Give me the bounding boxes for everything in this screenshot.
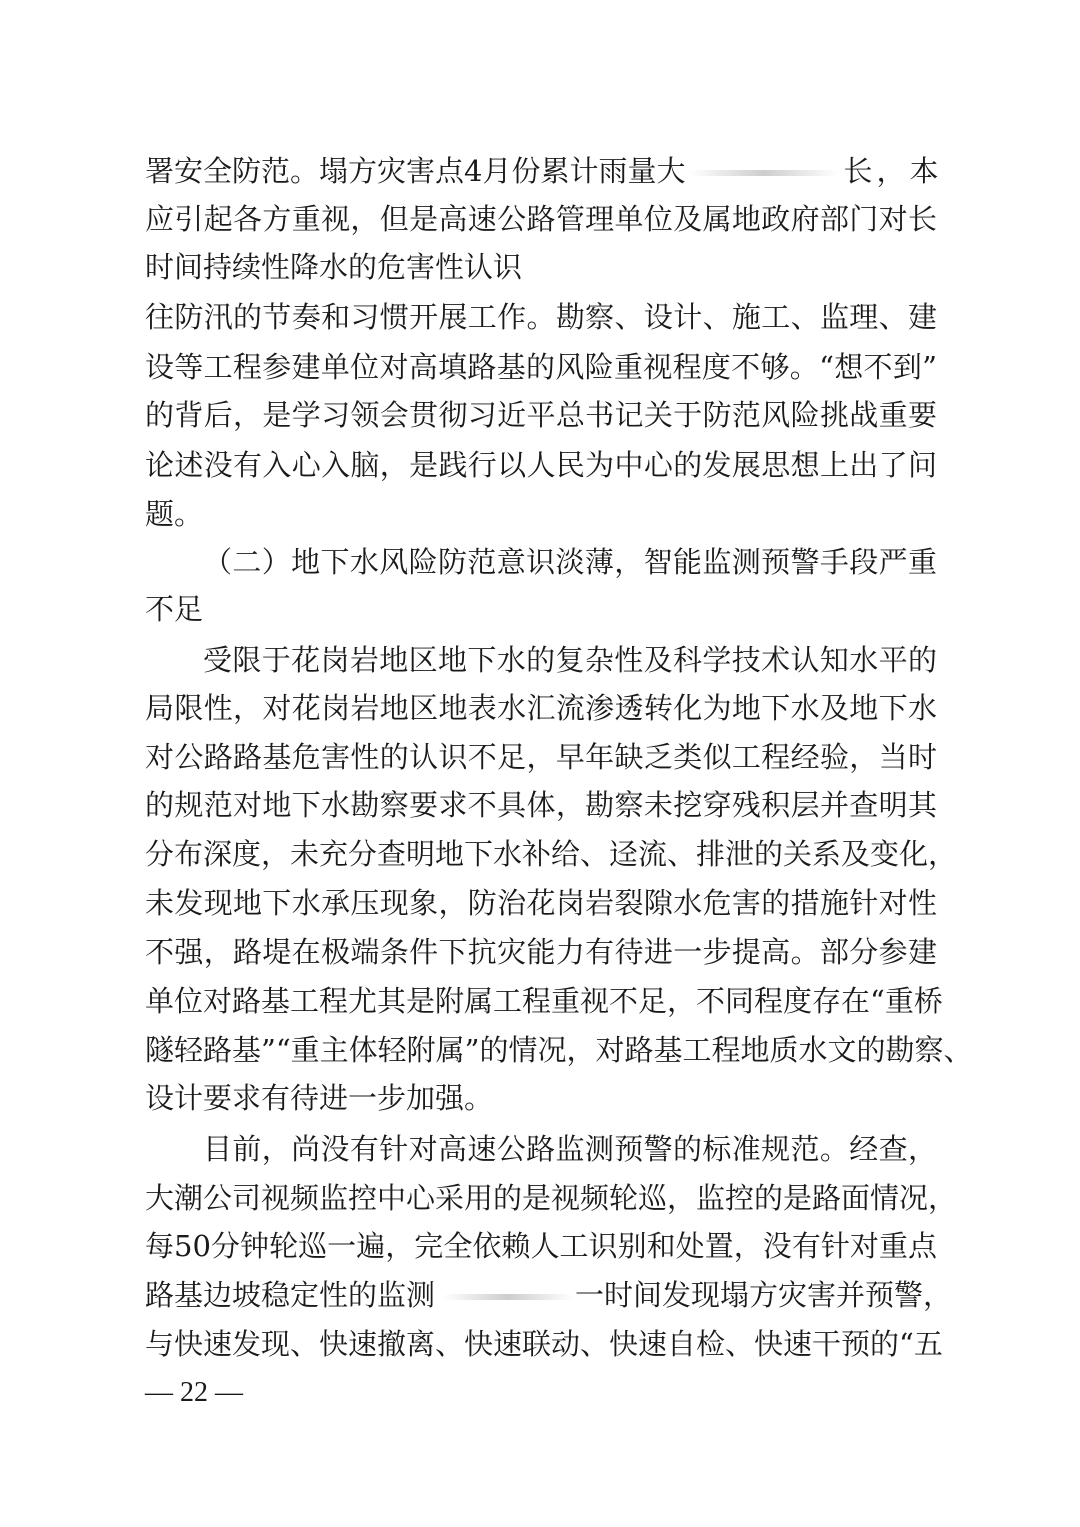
text-line: 往防汛的节奏和习惯开展工作。勘察、设计、施工、监理、建 [145, 300, 937, 334]
text-line [145, 1271, 953, 1319]
text-line: 时间持续性降水的危害性认识 [145, 250, 523, 284]
text-fragment: 一时间发现塌方灾害并预警， [575, 1278, 953, 1312]
text-line: 设计要求有待进一步加强。 [145, 1081, 494, 1115]
text-line: 单位对路基工程尤其是附属工程重视不足，不同程度存在“重桥 [145, 984, 943, 1018]
text-line: 不强，路堤在极端条件下抗灾能力有待进一步提高。部分参建 [145, 935, 937, 969]
text-line: 分布深度，未充分查明地下水补给、迳流、排泄的关系及变化， [145, 837, 958, 871]
text-line: 题。 [145, 497, 204, 531]
text-line: 每50分钟轮巡一遍，完全依赖人工识别和处置，没有针对重点 [145, 1229, 937, 1263]
text-fragment: 署安全防范。塌方灾害点4月份累计雨量大 [145, 154, 686, 188]
text-fragment: 长，本 [843, 154, 943, 188]
text-line: 受限于花岗岩地区地下水的复杂性及科学技术认知水平的 [203, 643, 937, 677]
text-line: 隧轻路基”“重主体轻附属”的情况，对路基工程地质水文的勘察、 [145, 1033, 973, 1067]
section-heading: （二）地下水风险防范意识淡薄，智能监测预警手段严重 [203, 545, 937, 579]
text-line: 未发现地下水承压现象，防治花岗岩裂隙水危害的措施针对性 [145, 886, 937, 920]
text-line: 与快速发现、快速撤离、快速联动、快速自检、快速干预的“五 [145, 1327, 943, 1361]
text-line: 的背后，是学习领会贯彻习近平总书记关于防范风险挑战重要 [145, 398, 937, 432]
redacted-blur [689, 170, 839, 176]
text-line: 对公路路基危害性的认识不足，早年缺乏类似工程经验，当时 [145, 740, 937, 774]
text-line: 目前，尚没有针对高速公路监测预警的标准规范。经查， [203, 1132, 937, 1166]
page-number: — 22 — [145, 1377, 243, 1408]
redacted-blur [443, 1294, 573, 1300]
section-heading-continued: 不足 [145, 592, 204, 626]
text-line: 设等工程参建单位对高填路基的风险重视程度不够。“想不到” [145, 350, 937, 384]
text-line [145, 147, 943, 195]
text-fragment: 路基边坡稳定性的监测 [145, 1278, 436, 1312]
text-line: 局限性，对花岗岩地区地表水汇流渗透转化为地下水及地下水 [145, 691, 937, 725]
text-line: 大潮公司视频监控中心采用的是视频轮巡，监控的是路面情况， [145, 1181, 958, 1215]
text-line: 的规范对地下水勘察要求不具体，勘察未挖穿残积层并查明其 [145, 788, 937, 822]
text-line: 论述没有入心入脑，是践行以人民为中心的发展思想上出了问 [145, 448, 937, 482]
text-line: 应引起各方重视，但是高速公路管理单位及属地政府部门对长 [145, 202, 937, 236]
